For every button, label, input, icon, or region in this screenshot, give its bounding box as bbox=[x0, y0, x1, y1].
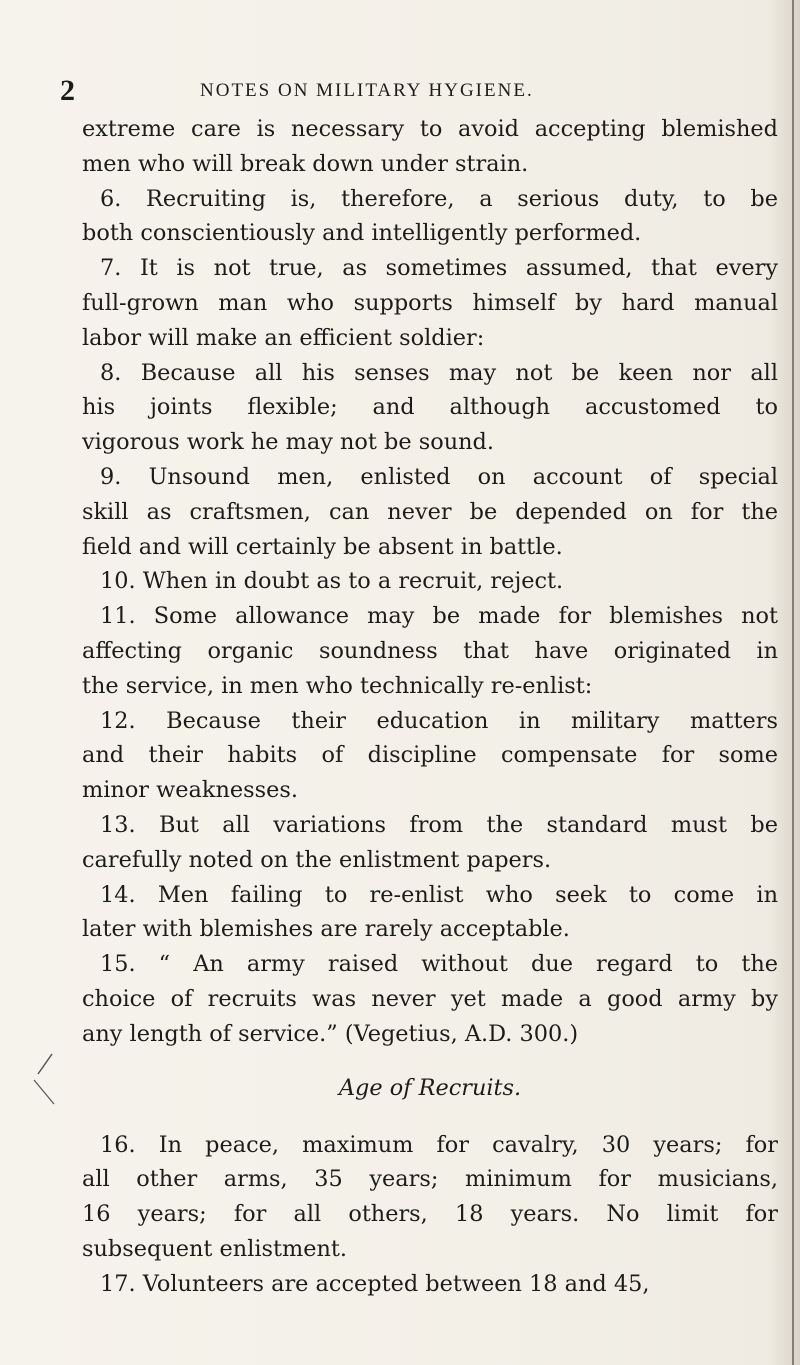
text-line: 12. Because their education in military matters bbox=[100, 707, 778, 734]
text-line: later with blemishes are rarely acceptable. bbox=[82, 916, 570, 943]
paragraphs-before-heading bbox=[82, 112, 778, 1052]
page-number: 2 bbox=[60, 74, 75, 107]
text-line: 16. In peace, maximum for cavalry, 30 years; for bbox=[100, 1131, 778, 1158]
text-line: labor will make an efficient soldier: bbox=[82, 324, 485, 351]
text-line: 17. Volunteers are accepted between 18 and 45, bbox=[100, 1270, 650, 1297]
text-line: carefully noted on the enlistment papers. bbox=[82, 846, 552, 873]
running-head: NOTES ON MILITARY HYGIENE. bbox=[200, 80, 534, 101]
text-line: 16 years; for all others, 18 years. No limit for bbox=[82, 1201, 778, 1228]
text-line: skill as craftsmen, can never be depended on for the bbox=[82, 498, 778, 525]
text-line: and their habits of discipline compensate for some bbox=[82, 742, 778, 769]
page-edge-shadow bbox=[792, 0, 794, 1365]
text-line: field and will certainly be absent in battle. bbox=[82, 533, 563, 560]
body-text bbox=[82, 112, 778, 1302]
print-mark-decoration bbox=[30, 1052, 60, 1112]
text-line: 14. Men failing to re-enlist who seek to come in bbox=[100, 881, 778, 908]
text-line: all other arms, 35 years; minimum for musicians, bbox=[82, 1166, 778, 1193]
paragraphs-after-heading bbox=[82, 1128, 778, 1302]
section-heading: Age of Recruits. bbox=[338, 1074, 522, 1101]
text-line: 8. Because all his senses may not be keen nor all bbox=[100, 359, 778, 386]
text-line: both conscientiously and intelligently performed. bbox=[82, 220, 642, 247]
text-line: subsequent enlistment. bbox=[82, 1235, 348, 1262]
text-line: men who will break down under strain. bbox=[82, 150, 529, 177]
page-header bbox=[60, 68, 740, 108]
text-line: 10. When in doubt as to a recruit, reject. bbox=[100, 568, 564, 595]
text-line: extreme care is necessary to avoid accepting blemished bbox=[82, 116, 778, 142]
text-line: affecting organic soundness that have originated in bbox=[82, 637, 778, 664]
text-line: his joints flexible; and although accustomed to bbox=[82, 394, 778, 421]
text-line: the service, in men who technically re-enlist: bbox=[82, 672, 593, 699]
text-line: choice of recruits was never yet made a good army by bbox=[82, 985, 778, 1012]
text-line: any length of service.” (Vegetius, A.D. 300.) bbox=[82, 1020, 579, 1047]
text-line: 7. It is not true, as sometimes assumed, that every bbox=[100, 255, 778, 282]
text-line: 15. “ An army raised without due regard to the bbox=[100, 951, 778, 978]
text-line: 11. Some allowance may be made for blemishes not bbox=[100, 603, 778, 630]
text-line: minor weaknesses. bbox=[82, 777, 298, 804]
text-line: 13. But all variations from the standard must be bbox=[100, 811, 778, 838]
text-line: vigorous work he may not be sound. bbox=[82, 429, 494, 456]
text-line: 9. Unsound men, enlisted on account of special bbox=[100, 463, 778, 490]
text-line: full-grown man who supports himself by hard manual bbox=[82, 289, 778, 316]
text-line: 6. Recruiting is, therefore, a serious duty, to be bbox=[100, 185, 778, 212]
